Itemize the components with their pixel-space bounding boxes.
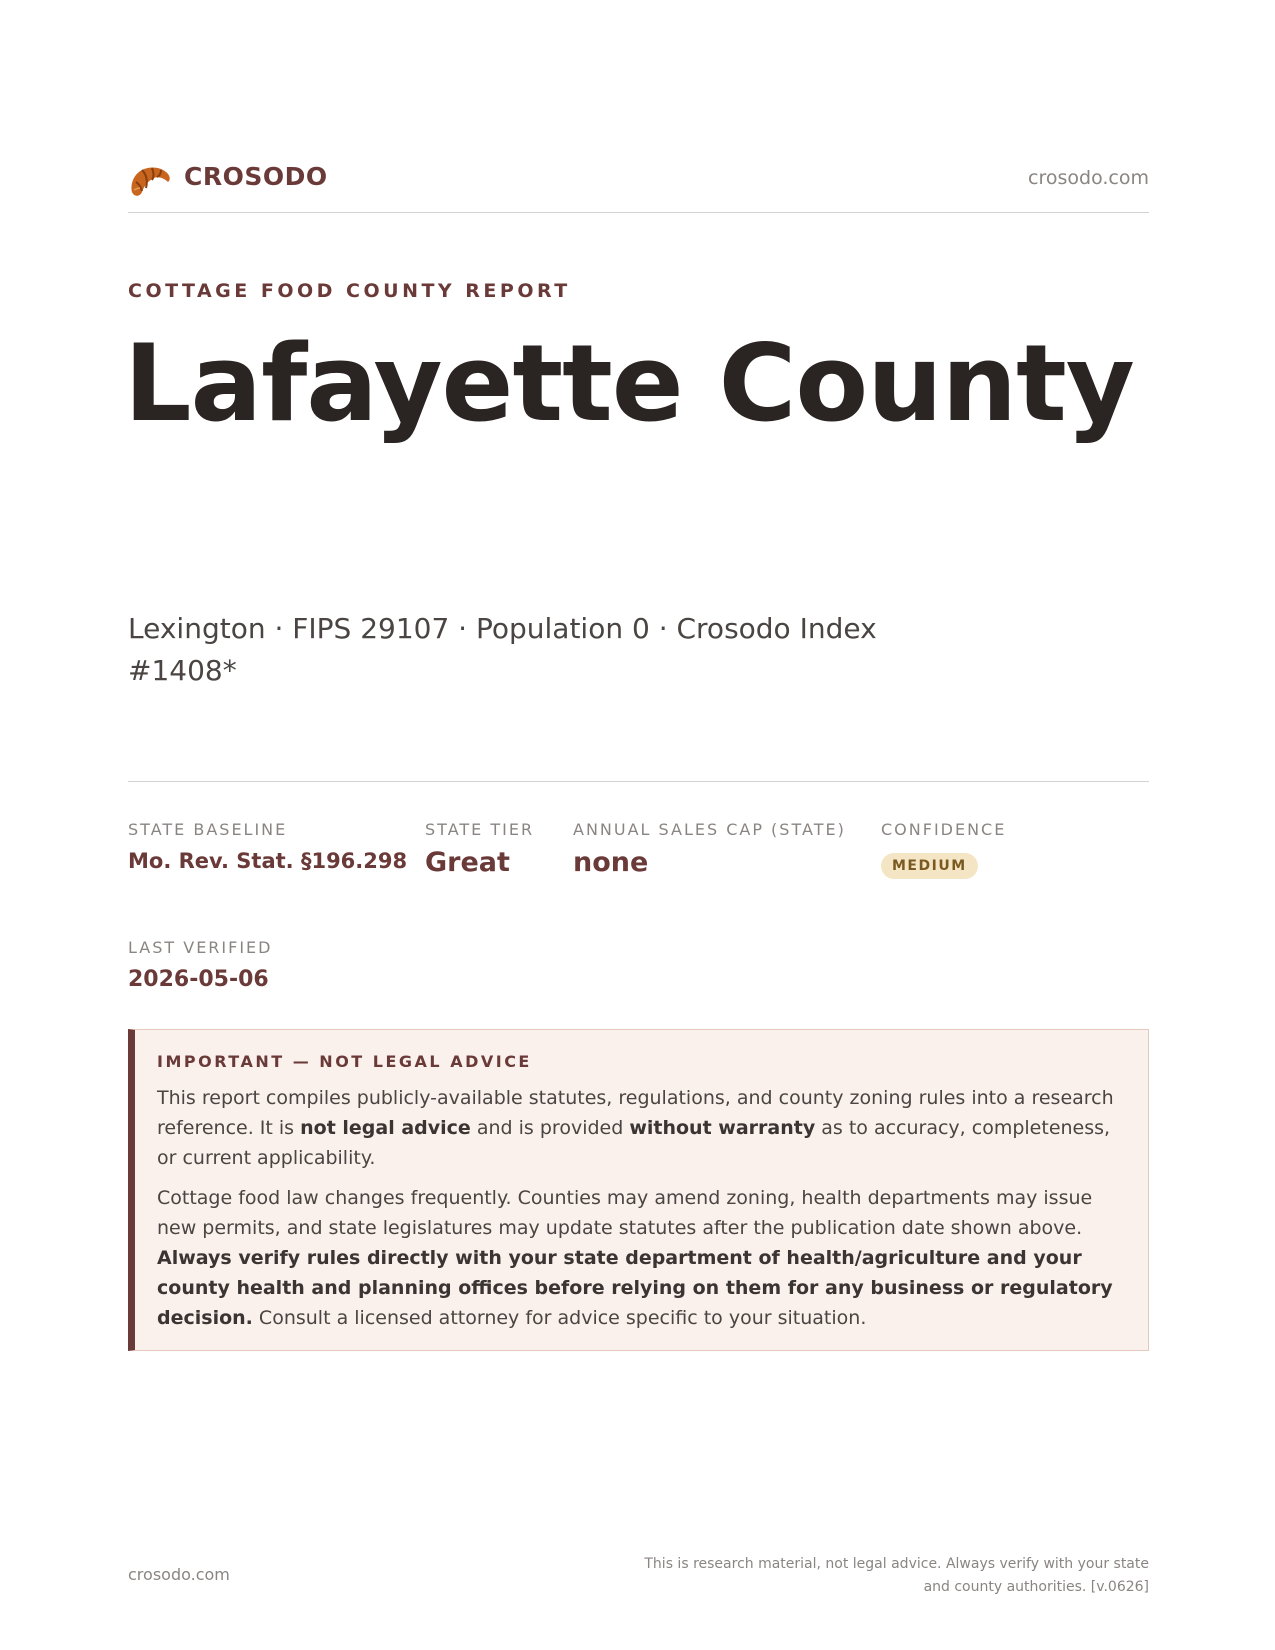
stat-label: ANNUAL SALES CAP (STATE) (573, 820, 846, 839)
stat-value: Great (425, 847, 510, 878)
stat-label: LAST VERIFIED (128, 938, 273, 957)
stat-state-tier (425, 820, 534, 878)
stat-state-baseline (128, 820, 407, 873)
confidence-badge: MEDIUM (881, 853, 978, 879)
notice-title: IMPORTANT — NOT LEGAL ADVICE (157, 1052, 532, 1071)
report-subtitle: Lexington · FIPS 29107 · Population 0 · Crosodo Index #1408* (128, 612, 877, 687)
legal-notice (128, 1029, 1149, 1351)
notice-paragraph-1: This report compiles publicly-available statutes, regulations, and county zoning rules into a research reference. It is not legal advice and is provided without warranty as to accuracy, completeness, or current applicability. (157, 1087, 1114, 1169)
stat-value: none (573, 847, 649, 878)
report-kicker: COTTAGE FOOD COUNTY REPORT (128, 280, 571, 302)
section-divider (128, 781, 1149, 782)
stat-last-verified (128, 938, 272, 992)
stat-value: 2026-05-06 (128, 967, 269, 992)
stat-confidence (881, 820, 1006, 879)
stat-annual-sales-cap (573, 820, 846, 878)
site-url[interactable]: crosodo.com (1028, 167, 1149, 189)
footer-disclaimer: This is research material, not legal advice. Always verify with your state and county authorities. [v.0626] (644, 1556, 1149, 1595)
page-header (128, 152, 1149, 213)
stat-label: STATE TIER (425, 820, 535, 839)
brand-name: CROSODO (184, 162, 328, 191)
stat-value: Mo. Rev. Stat. §196.298 (128, 849, 408, 873)
footer-site-url[interactable]: crosodo.com (128, 1565, 230, 1584)
stat-label: STATE BASELINE (128, 820, 288, 839)
croissant-icon (128, 162, 172, 200)
stat-label: CONFIDENCE (881, 820, 1007, 839)
notice-paragraph-2: Cottage food law changes frequently. Counties may amend zoning, health departments may issue new permits, and state legislatures may update statutes after the publication date shown above. Always verify rules directly with your state department of health/agriculture and your county health and planning offices before relying on them for any business or regulatory decision. Consult a licensed attorney for advice specific to your situation. (157, 1187, 1113, 1329)
report-page (124, 0, 1149, 1650)
page-title: Lafayette County (124, 322, 1134, 445)
